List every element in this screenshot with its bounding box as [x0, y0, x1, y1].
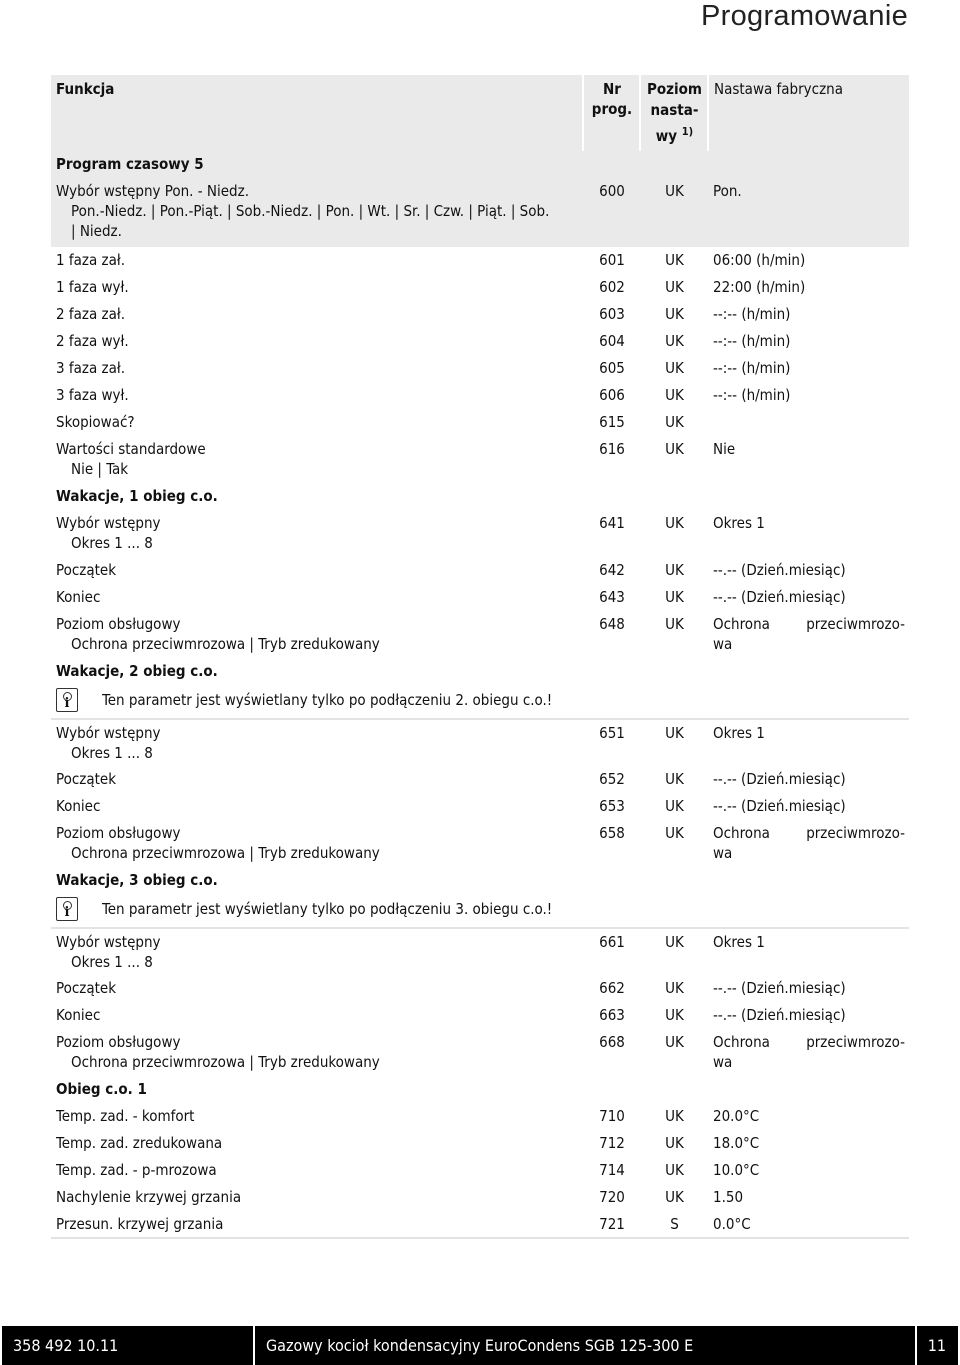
table-row: Początek 642 UK --.-- (Dzień.miesiąc)	[56, 561, 846, 579]
footer-divider	[915, 1326, 917, 1365]
table-row: Wybór wstępny Okres 1 ... 8 641 UK Okres 1	[56, 514, 765, 552]
table-row: Wybór wstępny Pon. - Niedz. Pon.-Niedz. | Pon.-Piąt. | Sob.-Niedz. | Pon. | Wt. | Sr. | Czw. | Piąt. | Sob. | Niedz. 600 UK Pon.	[51, 178, 909, 247]
table-row: Poziom obsługowy Ochrona przeciwmrozowa | Tryb zredukowany 658 UK Ochrona przeciwmrozo- wa	[56, 824, 905, 862]
table-row: Temp. zad. - komfort 710 UK 20.0°C	[56, 1107, 760, 1125]
table-row: Wybór wstępny Okres 1 ... 8 651 UK Okres 1	[51, 719, 909, 766]
table-row: Nachylenie krzywej grzania 720 UK 1.50	[56, 1188, 744, 1206]
page-number: 11	[927, 1336, 946, 1355]
section-title: Wakacje, 1 obieg c.o.	[56, 487, 218, 505]
page-title: Programowanie	[701, 0, 908, 32]
table-row: Koniec 653 UK --.-- (Dzień.miesiąc)	[56, 797, 846, 815]
document-number: 358 492 10.11	[13, 1336, 119, 1355]
table-row: 1 faza zał. 601 UK 06:00 (h/min)	[56, 251, 806, 269]
product-name: Gazowy kocioł kondensacyjny EuroCondens SGB 125-300 E	[266, 1336, 694, 1355]
table-row: Koniec 663 UK --.-- (Dzień.miesiąc)	[56, 1006, 846, 1024]
table-row: Przesun. krzywej grzania 721 S 0.0°C	[56, 1215, 751, 1233]
section-title: Wakacje, 2 obieg c.o.	[56, 662, 218, 680]
table-row: Temp. zad. zredukowana 712 UK 18.0°C	[56, 1134, 760, 1152]
table-row: Temp. zad. - p-mrozowa 714 UK 10.0°C	[56, 1161, 760, 1179]
table-row: Koniec 643 UK --.-- (Dzień.miesiąc)	[56, 588, 846, 606]
footnote-marker: 1)	[681, 125, 694, 138]
header-setting-level: Poziom nasta- wy $^{1)}$	[640, 75, 708, 151]
table-row: 3 faza wył. 606 UK --:-- (h/min)	[56, 386, 791, 404]
footer-divider	[253, 1326, 255, 1365]
section-title: Wakacje, 3 obieg c.o.	[56, 871, 218, 889]
table-row: 2 faza zał. 603 UK --:-- (h/min)	[56, 305, 791, 323]
page-footer	[2, 1326, 958, 1365]
table-row: Początek 662 UK --.-- (Dzień.miesiąc)	[56, 979, 846, 997]
section-title: Program czasowy 5	[51, 151, 909, 178]
header-factory-setting: Nastawa fabryczna	[708, 75, 909, 151]
table-row: Poziom obsługowy Ochrona przeciwmrozowa | Tryb zredukowany 648 UK Ochrona przeciwmrozo- wa	[56, 615, 905, 653]
table-row: Wartości standardowe Nie | Tak 616 UK Nie	[56, 440, 736, 478]
info-icon	[56, 897, 78, 921]
table-row: 3 faza zał. 605 UK --:-- (h/min)	[56, 359, 791, 377]
parameter-table	[51, 75, 909, 1241]
info-note-text: Ten parametr jest wyświetlany tylko po podłączeniu 3. obiegu c.o.!	[102, 900, 553, 918]
table-row: 2 faza wył. 604 UK --:-- (h/min)	[56, 332, 791, 350]
info-icon	[56, 688, 78, 712]
header-function: Funkcja	[56, 80, 115, 98]
table-row: Poziom obsługowy Ochrona przeciwmrozowa | Tryb zredukowany 668 UK Ochrona przeciwmrozo- wa	[56, 1033, 905, 1071]
info-note-text: Ten parametr jest wyświetlany tylko po podłączeniu 2. obiegu c.o.!	[102, 691, 553, 709]
header-program-number: Nr prog.	[583, 75, 640, 151]
table-row: Początek 652 UK --.-- (Dzień.miesiąc)	[56, 770, 846, 788]
table-row: Skopiować? 615 UK	[56, 413, 684, 431]
table-row: 1 faza wył. 602 UK 22:00 (h/min)	[56, 278, 806, 296]
table-row: Wybór wstępny Okres 1 ... 8 661 UK Okres 1	[51, 928, 909, 975]
info-note	[51, 685, 909, 719]
section-title: Obieg c.o. 1	[56, 1080, 147, 1098]
table-header-row	[51, 75, 909, 151]
table-bottom-rule	[51, 1238, 909, 1241]
info-note	[51, 894, 909, 928]
